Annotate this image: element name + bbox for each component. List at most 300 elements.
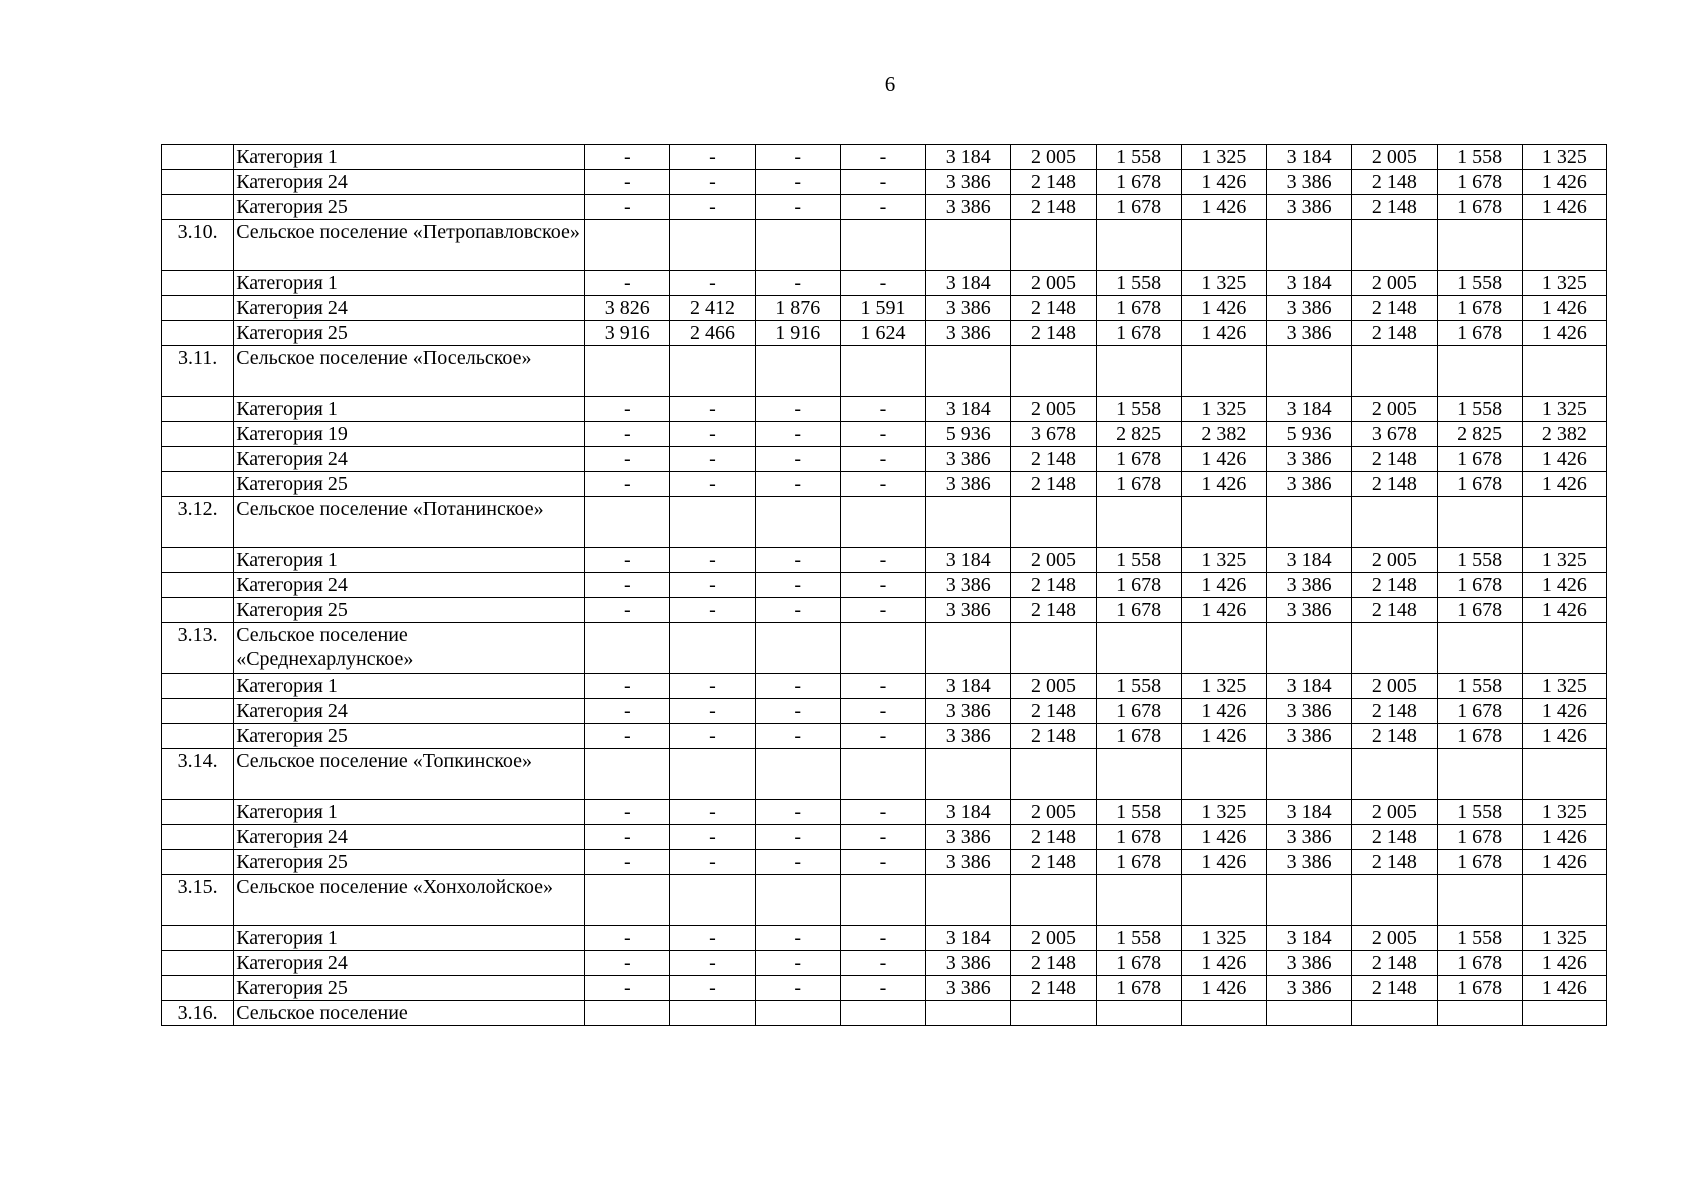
value-cell: 2 148 <box>1011 598 1096 623</box>
value-cell <box>926 497 1011 548</box>
value-cell: 1 558 <box>1437 548 1522 573</box>
value-cell: - <box>585 447 670 472</box>
table-row <box>162 447 1607 472</box>
table-row <box>162 271 1607 296</box>
value-cell: 1 558 <box>1096 271 1181 296</box>
category-name: Категория 24 <box>234 447 585 472</box>
value-cell: - <box>585 271 670 296</box>
row-number <box>162 170 234 195</box>
value-cell <box>1011 220 1096 271</box>
value-cell: 2 148 <box>1352 321 1437 346</box>
table-row <box>162 598 1607 623</box>
row-number <box>162 674 234 699</box>
table-row <box>162 296 1607 321</box>
value-cell: - <box>585 422 670 447</box>
value-cell: 1 678 <box>1096 699 1181 724</box>
value-cell: 3 386 <box>1267 296 1352 321</box>
value-cell: 1 426 <box>1522 825 1606 850</box>
value-cell: 1 591 <box>840 296 925 321</box>
value-cell: - <box>840 951 925 976</box>
value-cell: 3 184 <box>1267 674 1352 699</box>
value-cell: 1 426 <box>1181 951 1266 976</box>
category-name: Категория 25 <box>234 976 585 1001</box>
value-cell: 3 386 <box>926 951 1011 976</box>
value-cell: 5 936 <box>926 422 1011 447</box>
value-cell: 1 678 <box>1437 195 1522 220</box>
value-cell: 2 005 <box>1011 800 1096 825</box>
table-row <box>162 573 1607 598</box>
table-row <box>162 1001 1607 1026</box>
value-cell: 2 148 <box>1352 195 1437 220</box>
table-row <box>162 951 1607 976</box>
value-cell: 3 184 <box>1267 397 1352 422</box>
value-cell <box>926 623 1011 674</box>
value-cell: 2 825 <box>1437 422 1522 447</box>
category-name: Категория 1 <box>234 926 585 951</box>
section-row <box>162 623 1607 674</box>
value-cell: 2 005 <box>1352 271 1437 296</box>
value-cell <box>585 220 670 271</box>
value-cell: 1 325 <box>1181 397 1266 422</box>
value-cell: 2 148 <box>1352 447 1437 472</box>
value-cell: 1 678 <box>1096 850 1181 875</box>
section-row <box>162 497 1607 548</box>
table-row <box>162 825 1607 850</box>
value-cell <box>755 1001 840 1026</box>
value-cell: - <box>670 951 755 976</box>
value-cell <box>1181 346 1266 397</box>
value-cell <box>926 1001 1011 1026</box>
value-cell: 3 386 <box>926 447 1011 472</box>
value-cell: 3 386 <box>1267 447 1352 472</box>
page-number: 6 <box>884 72 896 96</box>
settlement-name: Сельское поселение «Петропавловское» <box>234 220 585 271</box>
value-cell: - <box>585 598 670 623</box>
value-cell: - <box>670 397 755 422</box>
value-cell: 3 386 <box>926 573 1011 598</box>
value-cell: 1 558 <box>1096 145 1181 170</box>
value-cell: 3 184 <box>1267 548 1352 573</box>
value-cell: 1 678 <box>1437 321 1522 346</box>
value-cell: - <box>840 825 925 850</box>
value-cell: 2 148 <box>1011 170 1096 195</box>
row-number <box>162 472 234 497</box>
value-cell <box>1437 220 1522 271</box>
value-cell: 1 325 <box>1522 548 1606 573</box>
category-name: Категория 1 <box>234 397 585 422</box>
value-cell: - <box>755 674 840 699</box>
value-cell: 2 005 <box>1352 926 1437 951</box>
value-cell <box>1011 346 1096 397</box>
value-cell: 3 386 <box>1267 976 1352 1001</box>
value-cell: 1 426 <box>1522 699 1606 724</box>
value-cell: 3 386 <box>1267 195 1352 220</box>
value-cell <box>1267 875 1352 926</box>
value-cell: - <box>585 472 670 497</box>
value-cell: - <box>585 145 670 170</box>
value-cell: 1 426 <box>1522 321 1606 346</box>
value-cell: 3 386 <box>926 825 1011 850</box>
value-cell: 1 325 <box>1522 800 1606 825</box>
value-cell: - <box>670 976 755 1001</box>
table-row <box>162 397 1607 422</box>
row-number <box>162 296 234 321</box>
category-name: Категория 19 <box>234 422 585 447</box>
row-number <box>162 422 234 447</box>
value-cell: 1 325 <box>1181 271 1266 296</box>
table-row <box>162 699 1607 724</box>
settlement-name: Сельское поселение «Хонхолойское» <box>234 875 585 926</box>
value-cell: 1 426 <box>1181 170 1266 195</box>
value-cell <box>1437 623 1522 674</box>
value-cell: - <box>755 724 840 749</box>
value-cell: 3 184 <box>926 926 1011 951</box>
value-cell: 2 148 <box>1011 447 1096 472</box>
value-cell: 1 558 <box>1437 800 1522 825</box>
value-cell: 1 426 <box>1522 573 1606 598</box>
value-cell: 2 005 <box>1011 397 1096 422</box>
value-cell: - <box>670 674 755 699</box>
value-cell: 1 325 <box>1181 145 1266 170</box>
value-cell: 3 386 <box>1267 699 1352 724</box>
row-number <box>162 926 234 951</box>
value-cell: 1 558 <box>1096 548 1181 573</box>
value-cell: 1 678 <box>1437 724 1522 749</box>
value-cell: 3 678 <box>1352 422 1437 447</box>
row-number: 3.16. <box>162 1001 234 1026</box>
value-cell: 2 148 <box>1011 296 1096 321</box>
value-cell <box>1437 1001 1522 1026</box>
value-cell: 3 386 <box>926 195 1011 220</box>
category-name: Категория 1 <box>234 548 585 573</box>
row-number <box>162 447 234 472</box>
value-cell: - <box>670 195 755 220</box>
section-row <box>162 220 1607 271</box>
value-cell: 1 678 <box>1437 699 1522 724</box>
value-cell: 3 184 <box>926 271 1011 296</box>
value-cell <box>755 749 840 800</box>
value-cell <box>585 749 670 800</box>
value-cell: 1 426 <box>1522 170 1606 195</box>
value-cell: - <box>840 170 925 195</box>
table-row <box>162 170 1607 195</box>
value-cell <box>1096 623 1181 674</box>
value-cell <box>1181 875 1266 926</box>
value-cell: - <box>670 800 755 825</box>
value-cell: 3 184 <box>926 397 1011 422</box>
value-cell: 2 148 <box>1352 472 1437 497</box>
category-name: Сельское поселение <box>234 1001 585 1026</box>
table-row <box>162 145 1607 170</box>
value-cell: - <box>840 472 925 497</box>
value-cell <box>1267 1001 1352 1026</box>
row-number <box>162 145 234 170</box>
table-row <box>162 850 1607 875</box>
value-cell: 1 558 <box>1437 674 1522 699</box>
value-cell: - <box>840 573 925 598</box>
row-number <box>162 951 234 976</box>
table-row <box>162 800 1607 825</box>
value-cell: - <box>755 976 840 1001</box>
value-cell: - <box>755 548 840 573</box>
value-cell: 2 466 <box>670 321 755 346</box>
value-cell: 1 426 <box>1181 195 1266 220</box>
value-cell: 3 678 <box>1011 422 1096 447</box>
category-name: Категория 24 <box>234 699 585 724</box>
value-cell: 3 184 <box>1267 145 1352 170</box>
value-cell <box>840 1001 925 1026</box>
value-cell: 1 426 <box>1181 976 1266 1001</box>
value-cell: 1 426 <box>1181 296 1266 321</box>
value-cell: - <box>755 145 840 170</box>
value-cell: 1 325 <box>1522 145 1606 170</box>
value-cell: 1 558 <box>1096 800 1181 825</box>
value-cell: 1 678 <box>1437 447 1522 472</box>
table-body <box>162 145 1607 1026</box>
value-cell <box>1181 220 1266 271</box>
value-cell: 2 148 <box>1011 724 1096 749</box>
value-cell: - <box>840 800 925 825</box>
value-cell: - <box>585 951 670 976</box>
value-cell: 3 184 <box>1267 800 1352 825</box>
value-cell: 1 678 <box>1096 296 1181 321</box>
settlement-name: Сельское поселение «Потанинское» <box>234 497 585 548</box>
value-cell: 1 426 <box>1522 195 1606 220</box>
row-number: 3.12. <box>162 497 234 548</box>
value-cell: 3 184 <box>1267 271 1352 296</box>
value-cell: 3 826 <box>585 296 670 321</box>
value-cell <box>585 1001 670 1026</box>
category-name: Категория 25 <box>234 321 585 346</box>
value-cell: 2 148 <box>1352 850 1437 875</box>
value-cell <box>1181 497 1266 548</box>
value-cell: 2 412 <box>670 296 755 321</box>
tariff-table <box>161 144 1607 1026</box>
value-cell: 1 678 <box>1437 951 1522 976</box>
value-cell <box>755 220 840 271</box>
section-row <box>162 749 1607 800</box>
value-cell: 2 148 <box>1352 724 1437 749</box>
value-cell: 1 678 <box>1437 296 1522 321</box>
row-number: 3.15. <box>162 875 234 926</box>
table-row <box>162 195 1607 220</box>
section-row <box>162 875 1607 926</box>
value-cell: 1 426 <box>1522 472 1606 497</box>
value-cell <box>840 220 925 271</box>
value-cell: 1 678 <box>1096 951 1181 976</box>
value-cell: - <box>585 170 670 195</box>
category-name: Категория 1 <box>234 800 585 825</box>
value-cell: - <box>840 926 925 951</box>
value-cell: 3 386 <box>926 724 1011 749</box>
value-cell: 1 558 <box>1096 926 1181 951</box>
value-cell <box>1352 875 1437 926</box>
value-cell: 1 325 <box>1522 271 1606 296</box>
value-cell: 3 386 <box>926 976 1011 1001</box>
value-cell: - <box>755 850 840 875</box>
value-cell: 2 148 <box>1011 195 1096 220</box>
value-cell: 1 426 <box>1181 321 1266 346</box>
category-name: Категория 24 <box>234 825 585 850</box>
value-cell <box>1352 497 1437 548</box>
category-name: Категория 1 <box>234 674 585 699</box>
value-cell <box>1352 346 1437 397</box>
value-cell: 2 148 <box>1011 472 1096 497</box>
value-cell <box>840 875 925 926</box>
value-cell: 1 678 <box>1096 825 1181 850</box>
settlement-name: Сельское поселение «Посельское» <box>234 346 585 397</box>
table-row <box>162 674 1607 699</box>
value-cell: - <box>840 548 925 573</box>
value-cell: 3 184 <box>926 145 1011 170</box>
value-cell: 3 184 <box>1267 926 1352 951</box>
value-cell: - <box>585 850 670 875</box>
value-cell: 2 148 <box>1352 825 1437 850</box>
category-name: Категория 1 <box>234 271 585 296</box>
table-row <box>162 548 1607 573</box>
value-cell: - <box>585 800 670 825</box>
value-cell <box>670 346 755 397</box>
value-cell <box>670 220 755 271</box>
value-cell: - <box>755 422 840 447</box>
row-number: 3.10. <box>162 220 234 271</box>
category-name: Категория 25 <box>234 724 585 749</box>
category-name: Категория 24 <box>234 170 585 195</box>
value-cell <box>585 875 670 926</box>
value-cell: - <box>585 825 670 850</box>
value-cell: 3 386 <box>1267 170 1352 195</box>
value-cell: 1 426 <box>1181 699 1266 724</box>
value-cell <box>585 346 670 397</box>
value-cell <box>1522 875 1606 926</box>
value-cell <box>670 749 755 800</box>
value-cell <box>1437 346 1522 397</box>
section-row <box>162 346 1607 397</box>
value-cell: 1 325 <box>1181 800 1266 825</box>
value-cell: - <box>755 573 840 598</box>
value-cell <box>670 875 755 926</box>
value-cell <box>1522 497 1606 548</box>
value-cell <box>1011 1001 1096 1026</box>
value-cell: - <box>840 699 925 724</box>
value-cell <box>1181 749 1266 800</box>
value-cell: 1 558 <box>1096 674 1181 699</box>
value-cell <box>1181 623 1266 674</box>
value-cell: 2 148 <box>1011 976 1096 1001</box>
value-cell: 3 386 <box>1267 321 1352 346</box>
value-cell <box>1522 1001 1606 1026</box>
value-cell: 1 325 <box>1181 674 1266 699</box>
value-cell: 1 325 <box>1522 926 1606 951</box>
value-cell: - <box>755 447 840 472</box>
value-cell: 2 005 <box>1011 271 1096 296</box>
value-cell: - <box>670 850 755 875</box>
value-cell: 3 386 <box>1267 724 1352 749</box>
value-cell: 1 426 <box>1522 850 1606 875</box>
value-cell <box>840 623 925 674</box>
value-cell: 1 426 <box>1522 976 1606 1001</box>
row-number <box>162 598 234 623</box>
value-cell: 1 624 <box>840 321 925 346</box>
value-cell <box>755 623 840 674</box>
value-cell: 2 005 <box>1352 548 1437 573</box>
value-cell <box>1096 749 1181 800</box>
value-cell <box>1011 875 1096 926</box>
value-cell: 1 678 <box>1096 321 1181 346</box>
value-cell: 3 386 <box>926 321 1011 346</box>
value-cell: - <box>670 447 755 472</box>
value-cell: 1 916 <box>755 321 840 346</box>
value-cell: - <box>840 422 925 447</box>
value-cell <box>840 749 925 800</box>
value-cell: 1 678 <box>1096 170 1181 195</box>
value-cell: 3 386 <box>926 296 1011 321</box>
value-cell: 1 325 <box>1181 548 1266 573</box>
value-cell: 1 558 <box>1096 397 1181 422</box>
category-name: Категория 25 <box>234 195 585 220</box>
value-cell: - <box>840 397 925 422</box>
value-cell: 1 678 <box>1096 976 1181 1001</box>
value-cell: - <box>585 926 670 951</box>
value-cell: 2 005 <box>1352 145 1437 170</box>
value-cell <box>1267 749 1352 800</box>
table-row <box>162 422 1607 447</box>
category-name: Категория 25 <box>234 472 585 497</box>
value-cell: 1 325 <box>1181 926 1266 951</box>
table-row <box>162 976 1607 1001</box>
value-cell: 1 426 <box>1522 951 1606 976</box>
value-cell <box>1011 749 1096 800</box>
value-cell: 1 325 <box>1522 397 1606 422</box>
value-cell: 3 386 <box>926 699 1011 724</box>
value-cell: 1 558 <box>1437 271 1522 296</box>
settlement-name: Сельское поселение «Топкинское» <box>234 749 585 800</box>
value-cell: 3 386 <box>1267 825 1352 850</box>
value-cell: - <box>670 145 755 170</box>
value-cell <box>670 1001 755 1026</box>
value-cell: - <box>670 598 755 623</box>
row-number <box>162 573 234 598</box>
table-row <box>162 472 1607 497</box>
value-cell: 3 386 <box>1267 850 1352 875</box>
value-cell <box>1437 497 1522 548</box>
category-name: Категория 1 <box>234 145 585 170</box>
value-cell: 3 386 <box>926 472 1011 497</box>
value-cell: 1 426 <box>1181 850 1266 875</box>
value-cell: - <box>755 598 840 623</box>
value-cell: - <box>840 724 925 749</box>
value-cell <box>926 875 1011 926</box>
row-number: 3.11. <box>162 346 234 397</box>
value-cell: 2 148 <box>1352 573 1437 598</box>
value-cell: - <box>585 397 670 422</box>
value-cell: - <box>670 548 755 573</box>
value-cell: 2 148 <box>1352 699 1437 724</box>
value-cell <box>1522 749 1606 800</box>
value-cell: 1 678 <box>1096 598 1181 623</box>
value-cell: 1 558 <box>1437 397 1522 422</box>
value-cell: - <box>755 926 840 951</box>
value-cell: - <box>670 699 755 724</box>
value-cell: 2 148 <box>1352 296 1437 321</box>
value-cell: 3 386 <box>1267 951 1352 976</box>
value-cell: - <box>755 951 840 976</box>
settlement-name: Сельское поселение «Среднехарлунское» <box>234 623 585 674</box>
value-cell: 5 936 <box>1267 422 1352 447</box>
value-cell <box>1096 220 1181 271</box>
value-cell <box>755 497 840 548</box>
row-number <box>162 800 234 825</box>
